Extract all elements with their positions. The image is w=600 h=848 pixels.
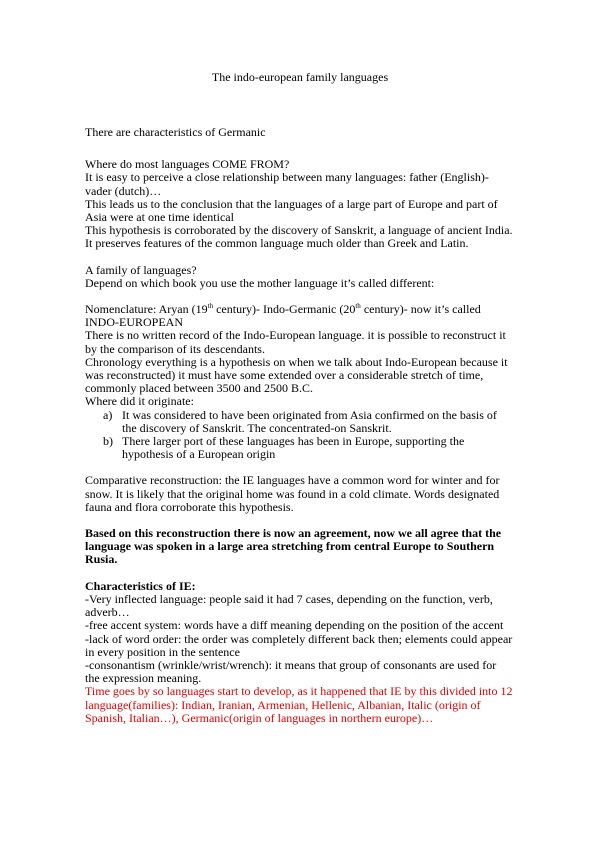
paragraph: It is easy to perceive a close relationship between many languages: father (English)-vader (dutch)…	[85, 170, 489, 198]
characteristic-item: -free accent system: words have a diff meaning depending on the position of the accent	[85, 618, 504, 633]
bold-statement: Based on this reconstruction there is now an agreement, now we all agree that the language was spoken in a large area stretching from central Europe to Southern Rusia.	[85, 526, 502, 567]
characteristic-item: -Very inflected language: people said it had 7 cases, depending on the function, verb, adverb…	[85, 591, 493, 620]
section-heading-family: A family of languages?	[85, 262, 197, 277]
list-item: b) There larger port of these languages has been in Europe, supporting the hypothesis of a European origin	[103, 434, 465, 462]
characteristic-item: -lack of word order: the order was completely different back then; elements could appear in every position in the sentence	[85, 631, 513, 659]
paragraph: Comparative reconstruction: the IE languages have a common word for winter and for snow. It is likely that the original home was found in a cold climate. Words designated fauna and flora corroborate this hypothesis.	[85, 473, 500, 514]
intro-line: There are characteristics of Germanic	[85, 125, 266, 139]
paragraph: This leads us to the conclusion that the languages of a large part of Europe and part of Asia were at one time identical	[85, 196, 498, 225]
document-body	[85, 126, 513, 725]
highlighted-paragraph: Time goes by so languages start to develop, as it happened that IE by this divided into 12 language(families): Indian, Iranian, Armenian, Hellenic, Albanian, Italic (origin of Spanish, Italian…), Germanic(origin of languages in northern europe)…	[85, 684, 513, 725]
document-title: The indo-european family languages	[211, 70, 389, 84]
origin-list	[85, 409, 513, 462]
paragraph: Chronology everything is a hypothesis on when we talk about Indo-European because it was reconstructed) it must have some extended over a considerable stretch of time, commonly placed between 3500 and 2500 B.C.	[85, 354, 508, 396]
characteristic-item: -consonantism (wrinkle/wrist/wrench): it means that group of consonants are used for the expression meaning.	[85, 657, 497, 686]
paragraph: Where did it originate:	[85, 394, 194, 409]
list-marker: b)	[103, 434, 113, 449]
list-item: a) It was considered to have been originated from Asia confirmed on the basis of the discovery of Sanskrit. The concentrated-on Sanskrit.	[103, 407, 497, 435]
section-heading-origin: Where do most languages COME FROM?	[85, 157, 290, 172]
paragraph: This hypothesis is corroborated by the discovery of Sanskrit, a language of ancient India. It preserves features of the common language much older than Greek and Latin.	[85, 223, 513, 251]
section-heading-characteristics: Characteristics of IE:	[85, 578, 196, 593]
paragraph: Depend on which book you use the mother language it’s called different:	[85, 275, 435, 290]
nomenclature-line: Nomenclature: Aryan (19th century)- Indo-Germanic (20th century)- now it’s called INDO-EUROPEAN	[85, 302, 481, 330]
list-marker: a)	[103, 407, 113, 422]
paragraph: There is no written record of the Indo-European language. it is possible to reconstruct it by the comparison of its descendants.	[85, 328, 506, 356]
